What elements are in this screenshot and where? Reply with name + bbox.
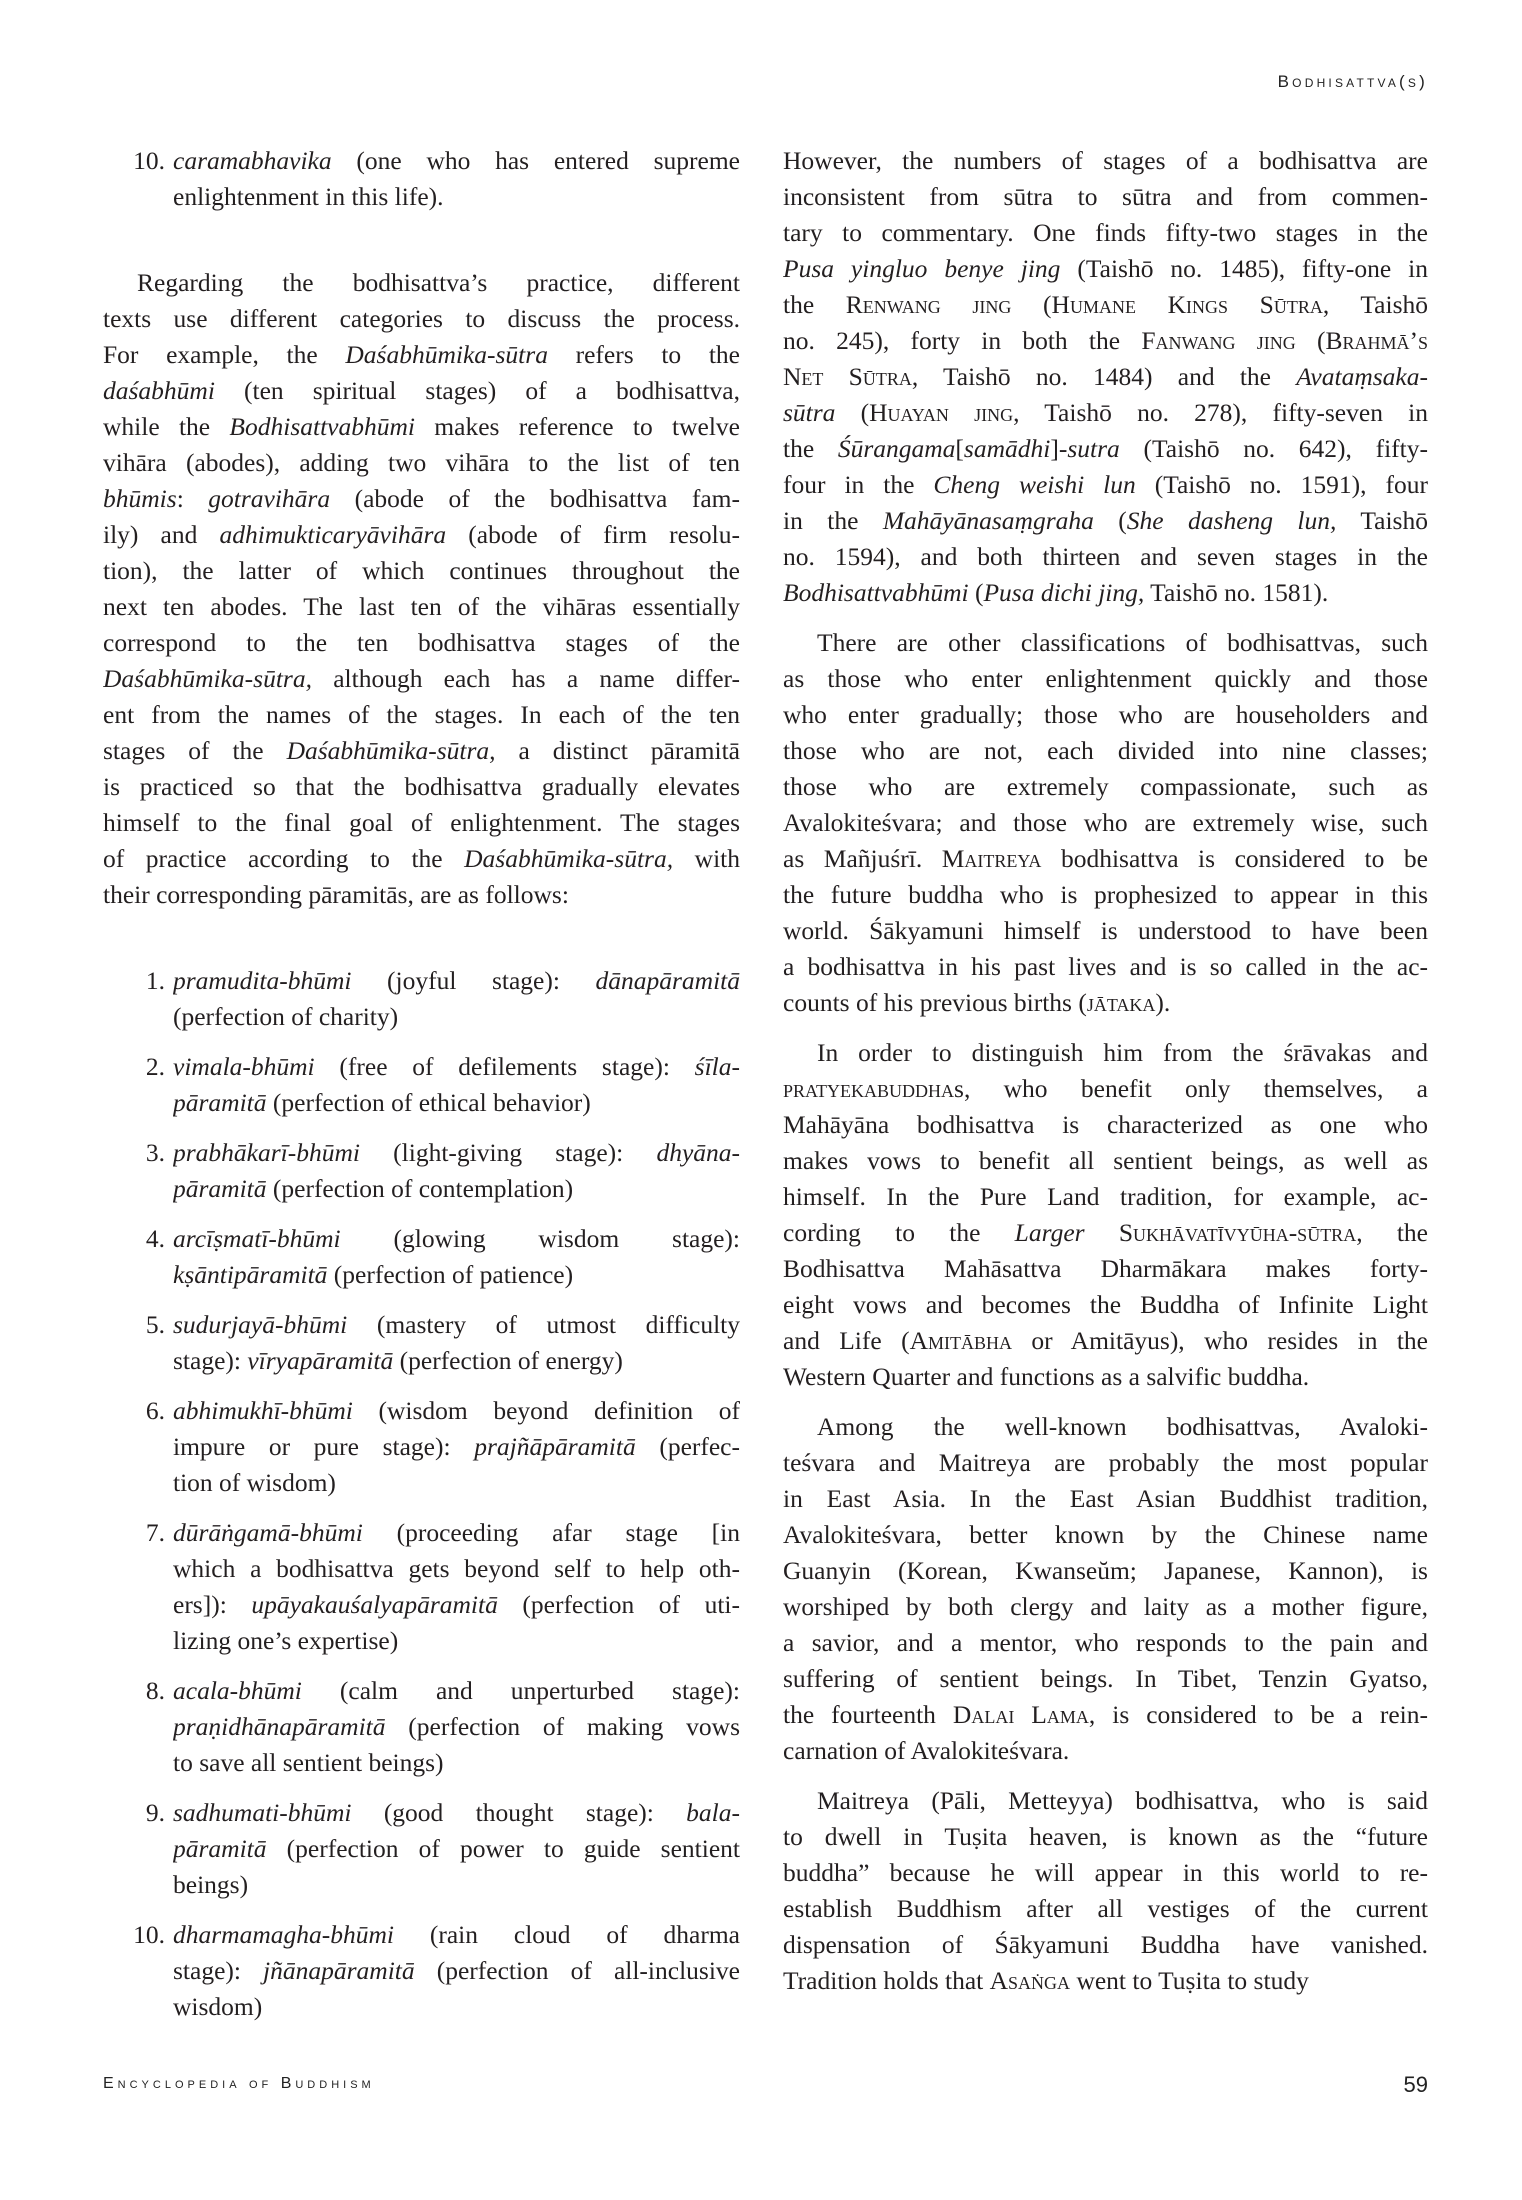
list-number: 10. (133, 146, 165, 175)
stage-list-item (103, 1515, 740, 1659)
left-column (103, 143, 740, 2025)
stage-list-item (103, 1049, 740, 1121)
text-line: the future buddha who is prophesized to appear in this (783, 880, 1428, 909)
text-line: suffering of sentient beings. In Tibet, Tenzin Gyatso, (783, 1664, 1428, 1693)
text-line: kṣāntipāramitā (perfection of patience) (173, 1260, 574, 1289)
text-line: as Mañjuśrī. Maitreya bodhisattva is considered to be (783, 844, 1428, 873)
spacer (103, 1379, 740, 1393)
text-line: vimala-bhūmi (free of defilements stage): śīla- (173, 1052, 740, 1081)
text-line: dispensation of Śākyamuni Buddha have vanished. (783, 1930, 1428, 1959)
text-line: acala-bhūmi (calm and unperturbed stage): (173, 1676, 740, 1705)
spacer (103, 1293, 740, 1307)
text-line: Bodhisattva Mahāsattva Dharmākara makes forty- (783, 1254, 1428, 1283)
spacer (783, 1021, 1428, 1035)
spacer (783, 611, 1428, 625)
text-line: establish Buddhism after all vestiges of the current (783, 1894, 1428, 1923)
text-line: pāramitā (perfection of ethical behavior) (173, 1088, 591, 1117)
text-line: and Life (Amitābha or Amitāyus), who resides in the (783, 1326, 1428, 1355)
text-line: buddha” because he will appear in this world to re- (783, 1858, 1428, 1887)
text-line: eight vows and becomes the Buddha of Infinite Light (783, 1290, 1428, 1319)
text-line: the Renwang jing (Humane Kings Sūtra, Taishō (783, 290, 1428, 319)
text-line: Avalokiteśvara, better known by the Chinese name (783, 1520, 1428, 1549)
text-line: beings) (173, 1870, 249, 1899)
text-line: four in the Cheng weishi lun (Taishō no. 1591), four (783, 470, 1428, 499)
text-line: counts of his previous births (jātaka). (783, 988, 1171, 1017)
text-line: tary to commentary. One finds fifty-two stages in the (783, 218, 1428, 247)
text-line: daśabhūmi (ten spiritual stages) of a bodhisattva, (103, 376, 740, 405)
text-line: Guanyin (Korean, Kwanseŭm; Japanese, Kannon), is (783, 1556, 1428, 1585)
paragraph-practice (103, 265, 740, 913)
footer-book-title: Encyclopedia of Buddhism (103, 2075, 375, 2092)
text-line: a savior, and a mentor, who responds to the pain and (783, 1628, 1428, 1657)
text-line: dharmamagha-bhūmi (rain cloud of dharma (173, 1920, 740, 1949)
text-line: the fourteenth Dalai Lama, is considered to be a rein- (783, 1700, 1428, 1729)
text-line: However, the numbers of stages of a bodhisattva are (783, 146, 1428, 175)
running-head (1278, 72, 1428, 92)
list-number: 9. (145, 1798, 165, 1827)
text-line: world. Śākyamuni himself is understood to have been (783, 916, 1428, 945)
text-line: Avalokiteśvara; and those who are extremely wise, such (783, 808, 1428, 837)
paragraph (783, 1409, 1428, 1769)
list-number: 2. (145, 1052, 165, 1081)
stage-list-item (103, 143, 740, 215)
text-line: bhūmis: gotravihāra (abode of the bodhisattva fam- (103, 484, 740, 513)
text-line: sadhumati-bhūmi (good thought stage): bala- (173, 1798, 740, 1827)
text-line: to save all sentient beings) (173, 1748, 444, 1777)
text-line: sūtra (Huayan jing, Taishō no. 278), fifty-seven in (783, 398, 1428, 427)
text-line: pāramitā (perfection of contemplation) (173, 1174, 574, 1203)
spacer (103, 1659, 740, 1673)
text-line: ent from the names of the stages. In each of the ten (103, 700, 740, 729)
stage-list-item (103, 1221, 740, 1293)
stage-list-item (103, 1673, 740, 1781)
spacer (103, 1781, 740, 1795)
list-number: 5. (145, 1310, 165, 1339)
text-line: the Śūrangama[samādhi]-sutra (Taishō no. 642), fifty- (783, 434, 1428, 463)
paragraph (783, 1783, 1428, 1999)
text-line: prabhākarī-bhūmi (light-giving stage): dhyāna- (173, 1138, 740, 1167)
text-line: caramabhavika (one who has entered supreme (173, 146, 740, 175)
text-line: lizing one’s expertise) (173, 1626, 399, 1655)
text-line: tion of wisdom) (173, 1468, 336, 1497)
text-line: pratyekabuddhas, who benefit only themselves, a (783, 1074, 1428, 1103)
text-line: abhimukhī-bhūmi (wisdom beyond definition of (173, 1396, 740, 1425)
list-number: 3. (145, 1138, 165, 1167)
right-column (783, 143, 1428, 1999)
text-line: a bodhisattva in his past lives and is so called in the ac- (783, 952, 1428, 981)
spacer (103, 1035, 740, 1049)
text-line: those who are not, each divided into nine classes; (783, 736, 1428, 765)
text-line: Among the well-known bodhisattvas, Avaloki- (817, 1412, 1428, 1441)
text-line: Bodhisattvabhūmi (Pusa dichi jing, Taishō no. 1581). (783, 578, 1329, 607)
text-line: arcīṣmatī-bhūmi (glowing wisdom stage): (173, 1224, 740, 1253)
list-number: 10. (133, 1920, 165, 1949)
text-line: carnation of Avalokiteśvara. (783, 1736, 1070, 1765)
text-line: worshiped by both clergy and laity as a mother figure, (783, 1592, 1428, 1621)
text-line: vihāra (abodes), adding two vihāra to the list of ten (103, 448, 740, 477)
text-line: as those who enter enlightenment quickly and those (783, 664, 1428, 693)
text-line: Mahāyāna bodhisattva is characterized as one who (783, 1110, 1428, 1139)
stage-list-item (103, 1393, 740, 1501)
text-line: For example, the Daśabhūmika-sūtra refers to the (103, 340, 740, 369)
stage-list-item (103, 1135, 740, 1207)
text-line: correspond to the ten bodhisattva stages of the (103, 628, 740, 657)
text-line: tion), the latter of which continues throughout the (103, 556, 740, 585)
text-line: next ten abodes. The last ten of the vihāras essentially (103, 592, 740, 621)
text-line: stage): vīryapāramitā (perfection of energy) (173, 1346, 623, 1375)
spacer (103, 1903, 740, 1917)
stage-list-item (103, 1795, 740, 1903)
text-line: cording to the Larger Sukhāvatīvyūha-sūtra, the (783, 1218, 1428, 1247)
list-number: 6. (145, 1396, 165, 1425)
text-line: enlightenment in this life). (173, 182, 444, 211)
text-line: praṇidhānapāramitā (perfection of making vows (173, 1712, 740, 1741)
page-number: 59 (1403, 2072, 1428, 2097)
text-line: pāramitā (perfection of power to guide sentient (173, 1834, 740, 1863)
text-line: is practiced so that the bodhisattva gradually elevates (103, 772, 740, 801)
text-line: while the Bodhisattvabhūmi makes reference to twelve (103, 412, 740, 441)
text-line: which a bodhisattva gets beyond self to help oth- (173, 1554, 740, 1583)
text-line: Pusa yingluo benye jing (Taishō no. 1485), fifty-one in (783, 254, 1428, 283)
text-line: himself. In the Pure Land tradition, for example, ac- (783, 1182, 1428, 1211)
text-line: no. 245), forty in both the Fanwang jing (Brahmā’s (783, 326, 1428, 355)
list-number: 8. (145, 1676, 165, 1705)
paragraph (783, 1035, 1428, 1395)
paragraph (783, 625, 1428, 1021)
text-line: no. 1594), and both thirteen and seven stages in the (783, 542, 1428, 571)
running-head-title: Bodhisattva(s) (1277, 72, 1428, 91)
list-number: 1. (145, 966, 165, 995)
text-line: ers]): upāyakauśalyapāramitā (perfection of uti- (173, 1590, 740, 1619)
text-line: himself to the final goal of enlightenment. The stages (103, 808, 740, 837)
text-line: makes vows to benefit all sentient beings, as well as (783, 1146, 1428, 1175)
text-line: those who are extremely compassionate, such as (783, 772, 1428, 801)
list-number: 4. (145, 1224, 165, 1253)
stage-list-item (103, 1307, 740, 1379)
text-line: Western Quarter and functions as a salvific buddha. (783, 1362, 1310, 1391)
text-line: Regarding the bodhisattva’s practice, different (137, 268, 740, 297)
text-line: sudurjayā-bhūmi (mastery of utmost difficulty (173, 1310, 740, 1339)
text-line: In order to distinguish him from the śrāvakas and (817, 1038, 1428, 1067)
text-line: Maitreya (Pāli, Metteyya) bodhisattva, who is said (817, 1786, 1428, 1815)
text-line: their corresponding pāramitās, are as follows: (103, 880, 569, 909)
text-line: pramudita-bhūmi (joyful stage): dānapāramitā (173, 966, 740, 995)
text-line: of practice according to the Daśabhūmika-sūtra, with (103, 844, 740, 873)
spacer (103, 215, 740, 265)
stage-list-item (103, 963, 740, 1035)
text-line: wisdom) (173, 1992, 263, 2021)
stage-list-item (103, 1917, 740, 2025)
text-line: stages of the Daśabhūmika-sūtra, a distinct pāramitā (103, 736, 740, 765)
list-number: 7. (145, 1518, 165, 1547)
text-line: (perfection of charity) (173, 1002, 399, 1031)
text-line: texts use different categories to discuss the process. (103, 304, 740, 333)
text-line: Daśabhūmika-sūtra, although each has a name differ- (103, 664, 740, 693)
text-line: ily) and adhimukticaryāvihāra (abode of firm resolu- (103, 520, 740, 549)
text-line: inconsistent from sūtra to sūtra and from commen- (783, 182, 1428, 211)
text-line: dūrāṅgamā-bhūmi (proceeding afar stage [in (173, 1518, 740, 1547)
text-line: teśvara and Maitreya are probably the most popular (783, 1448, 1428, 1477)
text-line: in the Mahāyānasaṃgraha (She dasheng lun, Taishō (783, 506, 1428, 535)
text-line: Net Sūtra, Taishō no. 1484) and the Avataṃsaka- (783, 362, 1428, 391)
paragraph (783, 143, 1428, 611)
spacer (103, 1207, 740, 1221)
spacer (783, 1769, 1428, 1783)
text-line: stage): jñānapāramitā (perfection of all-inclusive (173, 1956, 740, 1985)
footer-title (103, 2075, 375, 2093)
text-line: impure or pure stage): prajñāpāramitā (perfec- (173, 1432, 740, 1461)
spacer (103, 913, 740, 963)
text-line: Tradition holds that Asaṅga went to Tuṣita to study (783, 1966, 1309, 1995)
text-line: who enter gradually; those who are householders and (783, 700, 1428, 729)
spacer (103, 1501, 740, 1515)
spacer (103, 1121, 740, 1135)
spacer (783, 1395, 1428, 1409)
text-line: in East Asia. In the East Asian Buddhist tradition, (783, 1484, 1428, 1513)
text-line: There are other classifications of bodhisattvas, such (817, 628, 1428, 657)
text-line: to dwell in Tuṣita heaven, is known as the “future (783, 1822, 1428, 1851)
